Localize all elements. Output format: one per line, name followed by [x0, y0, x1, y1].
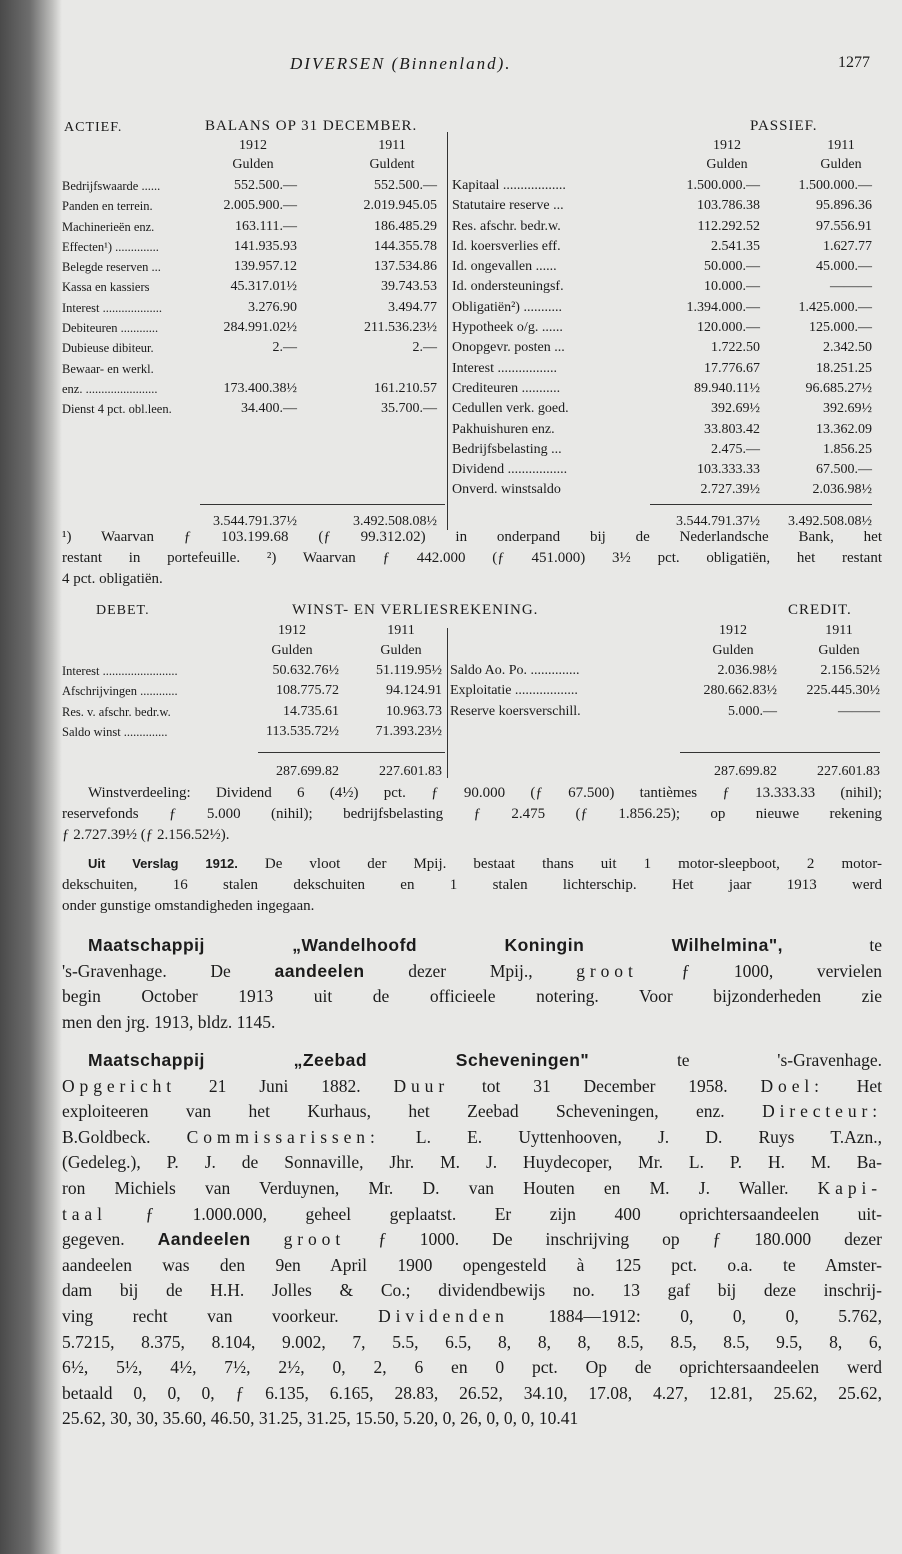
- value-1912: 33.803.42: [704, 421, 760, 437]
- text: te 's-Gravenhage.: [589, 1050, 882, 1070]
- value-1912: 3.276.90: [248, 299, 297, 315]
- item-label: Kassa en kassiers: [62, 280, 150, 295]
- table-row: [62, 176, 437, 196]
- item-label: Panden en terrein.: [62, 199, 153, 214]
- value-1912: 17.776.67: [704, 360, 760, 376]
- table-row: [452, 176, 872, 196]
- text: 6½, 5½, 4½, 7½, 2½, 0, 2, 6 en 0 pct. Op de oprichtersaandeelen werd: [62, 1357, 882, 1378]
- table-row: [62, 399, 437, 419]
- item-label: Interest ........................: [62, 664, 178, 678]
- table-row: [62, 359, 437, 379]
- value-1911: 3.494.77: [388, 299, 437, 315]
- total-rule: [258, 752, 445, 753]
- value-1911: 71.393.23½: [375, 723, 442, 739]
- value-1912: 1.500.000.—: [686, 178, 760, 193]
- spaced-text: Opgericht: [62, 1075, 177, 1096]
- value-1911: 1.425.000.—: [798, 299, 872, 315]
- text-line: [62, 1406, 882, 1432]
- text: 1884—1912: 0, 0, 0, 5.762,: [508, 1305, 882, 1326]
- text: te: [783, 935, 882, 955]
- item-label: Statutaire reserve ...: [452, 198, 564, 214]
- unit-label: Gulden: [820, 157, 862, 172]
- text-line: [62, 804, 882, 825]
- text-line: [62, 1381, 882, 1407]
- item-label: Saldo winst ..............: [62, 724, 168, 739]
- column-divider: [447, 628, 448, 778]
- text: ƒ 1000. De inschrijving op ƒ 180.000 dezer: [345, 1229, 883, 1250]
- actief-table: [62, 176, 437, 420]
- total-1912: 3.544.791.37½: [213, 514, 297, 529]
- actief-caption: ACTIEF.: [64, 120, 123, 135]
- table-row: [452, 460, 872, 480]
- total-1912: 3.544.791.37½: [676, 514, 760, 529]
- table-row: [62, 196, 437, 216]
- value-1912: 1.394.000.—: [686, 299, 760, 315]
- text: betaald 0, 0, 0, ƒ 6.135, 6.165, 28.83, 26.52, 34.10, 17.08, 4.27, 12.81, 25.62, 25.62,: [62, 1382, 882, 1403]
- text-line: [62, 1355, 882, 1381]
- table-row: [62, 702, 442, 722]
- text-line: [62, 896, 882, 917]
- item-label: Bewaar- en werkl.: [62, 361, 154, 376]
- passief-table: [452, 176, 872, 501]
- value-1911: 94.124.91: [386, 683, 442, 699]
- value-1912: 113.535.72½: [266, 723, 339, 739]
- text-line: [62, 1253, 882, 1279]
- value-1911: 225.445.30½: [806, 683, 880, 699]
- value-1911: 211.536.23½: [364, 320, 437, 336]
- unit-label: Gulden: [712, 643, 754, 658]
- unit-label: Gulden: [271, 643, 313, 658]
- table-row: [450, 681, 880, 701]
- text-line: [62, 1176, 882, 1202]
- text: 21 Juni 1882.: [176, 1075, 394, 1096]
- value-1912: 108.775.72: [276, 683, 339, 699]
- table-row: [62, 257, 437, 277]
- value-1911: 45.000.—: [816, 259, 872, 275]
- item-label: Onverd. winstsaldo: [452, 482, 561, 498]
- year-1912: 1912: [239, 138, 267, 153]
- value-1912: [192, 359, 297, 379]
- value-1911: 2.036.98½: [812, 482, 872, 498]
- value-1912: 2.727.39½: [700, 482, 760, 498]
- text-line: [62, 1227, 882, 1253]
- table-row: [452, 217, 872, 237]
- unit-label: Guldent: [369, 157, 415, 172]
- text-line: [62, 527, 882, 548]
- credit-caption: CREDIT.: [788, 602, 852, 618]
- debet-totals: [62, 762, 442, 782]
- value-1912: 89.940.11½: [694, 380, 760, 396]
- item-label: Cedullen verk. goed.: [452, 401, 569, 417]
- item-label: Dubieuse dibiteur.: [62, 341, 154, 356]
- text: men den jrg. 1913, bldz. 1145.: [62, 1011, 276, 1032]
- unit-label: Gulden: [706, 157, 748, 172]
- table-row: [62, 661, 442, 681]
- table-row: [450, 661, 880, 681]
- text-line: [62, 933, 882, 959]
- unit-label: Gulden: [232, 157, 274, 172]
- item-label: Obligatiën²) ...........: [452, 299, 562, 315]
- value-1912: 50.000.—: [704, 259, 760, 275]
- table-row: [62, 681, 442, 701]
- balance-title: BALANS OP 31 DECEMBER.: [205, 118, 418, 134]
- table-row: [452, 480, 872, 500]
- table-row: [62, 298, 437, 318]
- text: ƒ 2.727.39½ (ƒ 2.156.52½).: [62, 827, 230, 843]
- value-1911: 2.019.945.05: [363, 198, 437, 214]
- table-row: [450, 702, 880, 722]
- unit-label: Gulden: [380, 643, 422, 658]
- item-label: Reserve koersverschill.: [450, 703, 581, 719]
- text: ving recht van voorkeur.: [62, 1305, 379, 1326]
- value-1911: 1.627.77: [823, 238, 872, 254]
- value-1911: 39.743.53: [381, 279, 437, 295]
- table-row: [62, 277, 437, 297]
- item-label: Pakhuishuren enz.: [452, 421, 555, 437]
- item-label: Debiteuren ............: [62, 321, 159, 336]
- table-row: [452, 379, 872, 399]
- item-label: Saldo Ao. Po. ..............: [450, 663, 580, 678]
- text: [251, 1229, 284, 1249]
- value-1911: 35.700.—: [381, 401, 437, 417]
- value-1912: 2.—: [272, 340, 297, 356]
- text: dekschuiten, 16 stalen dekschuiten en 1 stalen lichterschip. Het jaar 1913 werd: [62, 877, 882, 893]
- value-1912: 120.000.—: [697, 320, 760, 336]
- text-line: [62, 1048, 882, 1074]
- value-1911: 18.251.25: [816, 360, 872, 376]
- item-label: Exploitatie ..................: [450, 683, 578, 699]
- value-1912: 1.722.50: [711, 340, 760, 356]
- value-1911: ———: [838, 703, 880, 719]
- total-1911: 227.601.83: [379, 764, 442, 779]
- text-line: [62, 853, 882, 875]
- year-1912: 1912: [719, 623, 747, 638]
- table-row: [62, 338, 437, 358]
- debet-caption: DEBET.: [96, 603, 150, 618]
- text-line: [62, 1202, 882, 1228]
- bold-text: Maatschappij „Wandelhoofd Koningin Wilhelmina",: [88, 935, 783, 955]
- unit-label: Gulden: [818, 643, 860, 658]
- spaced-text: Dividenden: [378, 1305, 509, 1326]
- value-1912: 552.500.—: [234, 178, 297, 193]
- table-row: [62, 217, 437, 237]
- credit-table: [450, 661, 880, 722]
- table-row: [452, 399, 872, 419]
- item-label: Belegde reserven ...: [62, 260, 161, 275]
- value-1911: 95.896.36: [816, 198, 872, 214]
- text-line: [62, 1099, 882, 1125]
- text: gegeven.: [62, 1229, 158, 1250]
- item-label: Interest .................: [452, 360, 557, 376]
- text: onder gunstige omstandigheden ingegaan.: [62, 898, 315, 914]
- text-line: [62, 1150, 882, 1176]
- paragraph: [62, 853, 882, 917]
- credit-totals: [450, 762, 880, 782]
- value-1911: 51.119.95½: [376, 663, 442, 678]
- value-1911: 144.355.78: [374, 238, 437, 254]
- value-1911: 2.—: [412, 340, 437, 356]
- value-1912: 2.475.—: [711, 441, 760, 457]
- item-label: Id. koersverlies eff.: [452, 238, 561, 254]
- value-1911: 161.210.57: [374, 380, 437, 396]
- year-1911: 1911: [827, 138, 855, 153]
- text: L. E. Uyttenhooven, J. D. Ruys T.Azn.,: [379, 1126, 882, 1147]
- value-1912: 173.400.38½: [223, 380, 297, 396]
- value-1912: 103.786.38: [697, 198, 760, 214]
- value-1911: 1.500.000.—: [798, 178, 872, 193]
- total-1912: 287.699.82: [714, 764, 777, 779]
- table-row: [62, 379, 437, 399]
- value-1911: 2.156.52½: [820, 663, 880, 678]
- total-1912: 287.699.82: [276, 764, 339, 779]
- value-1912: 34.400.—: [241, 401, 297, 417]
- text: reservefonds ƒ 5.000 (nihil); bedrijfsbelasting ƒ 2.475 (ƒ 1.856.25); op nieuwe rekening: [62, 806, 882, 822]
- page-number: 1277: [838, 54, 870, 71]
- value-1912: 2.036.98½: [717, 663, 777, 678]
- total-rule: [680, 752, 880, 753]
- table-row: [452, 298, 872, 318]
- text: 's-Gravenhage. De: [62, 960, 275, 981]
- spaced-text: Doel:: [760, 1075, 824, 1096]
- paragraph: [62, 933, 882, 1035]
- total-rule: [650, 504, 872, 505]
- text: ron Michiels van Verduynen, Mr. D. van Houten en M. J. Waller.: [62, 1177, 818, 1198]
- table-row: [62, 318, 437, 338]
- text-line: [62, 548, 882, 569]
- text: 25.62, 30, 30, 35.60, 46.50, 31.25, 31.25, 15.50, 5.20, 0, 26, 0, 0, 0, 10.41: [62, 1408, 579, 1429]
- total-1911: 227.601.83: [817, 764, 880, 779]
- value-1911: 552.500.—: [374, 178, 437, 193]
- total-1911: 3.492.508.08½: [353, 514, 437, 529]
- text-line: [62, 875, 882, 896]
- table-row: [452, 440, 872, 460]
- table-row: [62, 237, 437, 257]
- value-1912: 5.000.—: [728, 703, 777, 719]
- item-label: Hypotheek o/g. ......: [452, 320, 563, 336]
- running-header: DIVERSEN (Binnenland).: [290, 54, 512, 73]
- total-rule: [200, 504, 445, 505]
- item-label: Res. v. afschr. bedr.w.: [62, 704, 171, 719]
- value-1911: 392.69½: [823, 401, 872, 417]
- value-1912: 280.662.83½: [703, 683, 777, 699]
- value-1911: 2.342.50: [823, 340, 872, 356]
- year-1911: 1911: [387, 623, 415, 638]
- text-line: [62, 1125, 882, 1151]
- value-1912: 14.735.61: [283, 703, 339, 719]
- spaced-text: taal: [62, 1203, 107, 1224]
- text: restant in portefeuille. ²) Waarvan ƒ 442.000 (ƒ 451.000) 3½ pct. obligatiën, het restant: [62, 550, 882, 566]
- item-label: Onopgevr. posten ...: [452, 340, 565, 356]
- text-line: [62, 959, 882, 985]
- text: tot 31 December 1958.: [449, 1075, 761, 1096]
- value-1911: 67.500.—: [816, 462, 872, 478]
- spaced-text: Directeur:: [762, 1101, 882, 1122]
- spaced-text: groot: [576, 960, 638, 981]
- value-1911: 97.556.91: [816, 218, 872, 234]
- value-1912: 284.991.02½: [223, 320, 297, 336]
- text: aandeelen was den 9en April 1900 opengesteld à 125 pct. o.a. te Amster-: [62, 1254, 882, 1275]
- value-1912: 50.632.76½: [272, 663, 339, 678]
- item-label: Res. afschr. bedr.w.: [452, 218, 561, 234]
- text: De vloot der Mpij. bestaat thans uit 1 motor-sleepboot, 2 motor-: [237, 856, 882, 872]
- paragraph: [62, 783, 882, 846]
- text: Het: [823, 1075, 882, 1096]
- value-1912: 2.541.35: [711, 238, 760, 254]
- table-row: [62, 722, 442, 742]
- text-line: [62, 984, 882, 1010]
- table-row: [452, 237, 872, 257]
- bold-text: Maatschappij „Zeebad Scheveningen": [88, 1050, 590, 1070]
- table-row: [452, 257, 872, 277]
- item-label: Interest ...................: [62, 300, 162, 315]
- table-row: [452, 420, 872, 440]
- text-line: [62, 783, 882, 804]
- text: dezer Mpij.,: [364, 960, 577, 981]
- text-line: [62, 1304, 882, 1330]
- text: ƒ 1.000.000, geheel geplaatst. Er zijn 400 oprichtersaandeelen uit-: [106, 1203, 882, 1224]
- value-1911: ———: [830, 279, 872, 295]
- bold-text: Aandeelen: [157, 1229, 251, 1250]
- value-1912: 10.000.—: [704, 279, 760, 295]
- text: exploiteeren van het Kurhaus, het Zeebad Scheveningen, enz.: [62, 1101, 763, 1122]
- text-line: [62, 1010, 882, 1036]
- column-divider: [447, 132, 448, 530]
- value-1912: 2.005.900.—: [223, 198, 297, 214]
- value-1911: 13.362.09: [816, 421, 872, 437]
- value-1912: 139.957.12: [234, 259, 297, 275]
- value-1911: 96.685.27½: [805, 380, 872, 396]
- item-label: Bedrijfsbelasting ...: [452, 441, 562, 457]
- value-1912: 103.333.33: [697, 462, 760, 478]
- item-label: Id. ongevallen ......: [452, 259, 557, 275]
- item-label: Dividend .................: [452, 462, 568, 478]
- spaced-text: groot: [283, 1229, 346, 1250]
- value-1911: 186.485.29: [374, 218, 437, 234]
- book-binding-shadow: [0, 0, 62, 1554]
- item-label: Id. ondersteuningsf.: [452, 279, 564, 295]
- value-1911: 125.000.—: [809, 320, 872, 336]
- text: ¹) Waarvan ƒ 103.199.68 (ƒ 99.312.02) in onderpand bij de Nederlandsche Bank, het: [62, 529, 882, 545]
- year-1911: 1911: [378, 138, 406, 153]
- paragraph: [62, 527, 882, 590]
- spaced-text: Duur: [393, 1075, 450, 1096]
- item-label: enz. .......................: [62, 381, 158, 396]
- value-1911: 10.963.73: [386, 703, 442, 719]
- table-row: [452, 277, 872, 297]
- text-line: [62, 1330, 882, 1356]
- table-row: [452, 318, 872, 338]
- item-label: Dienst 4 pct. obl.leen.: [62, 402, 172, 417]
- text: 4 pct. obligatiën.: [62, 571, 163, 587]
- total-1911: 3.492.508.08½: [788, 514, 872, 529]
- item-label: Effecten¹) ..............: [62, 239, 159, 254]
- item-label: Crediteuren ...........: [452, 380, 561, 396]
- year-1912: 1912: [713, 138, 741, 153]
- value-1911: 1.856.25: [823, 441, 872, 457]
- value-1912: 45.317.01½: [230, 279, 297, 295]
- text: ƒ 1000, vervielen: [637, 960, 882, 981]
- text: 5.7215, 8.375, 8.104, 9.002, 7, 5.5, 6.5, 8, 8, 8, 8.5, 8.5, 8.5, 9.5, 8, 6,: [62, 1331, 882, 1352]
- text: dam bij de H.H. Jolles & Co.; dividendbewijs no. 13 gaf bij deze inschrij-: [62, 1280, 882, 1301]
- spaced-text: Kapi-: [817, 1177, 882, 1198]
- value-1912: 163.111.—: [235, 218, 297, 234]
- passief-caption: PASSIEF.: [750, 118, 818, 134]
- debet-table: [62, 661, 442, 742]
- text-line: [62, 569, 882, 590]
- bold-text: Uit Verslag 1912.: [88, 856, 238, 871]
- value-1912: 141.935.93: [234, 238, 297, 254]
- text: B.Goldbeck.: [62, 1126, 187, 1147]
- text-line: [62, 1074, 882, 1100]
- spaced-text: Commissarissen:: [186, 1126, 380, 1147]
- table-row: [452, 196, 872, 216]
- item-label: Kapitaal ..................: [452, 178, 566, 193]
- item-label: Machinerieën enz.: [62, 219, 155, 234]
- value-1911: [297, 359, 437, 379]
- table-row: [452, 338, 872, 358]
- item-label: Bedrijfswaarde ......: [62, 179, 161, 193]
- value-1912: 112.292.52: [697, 218, 760, 234]
- value-1912: 392.69½: [711, 401, 760, 417]
- paragraph: [62, 1048, 882, 1432]
- text-line: [62, 1278, 882, 1304]
- text: Winstverdeeling: Dividend 6 (4½) pct. ƒ 90.000 (ƒ 67.500) tantièmes ƒ 13.333.33 (nihil);: [88, 785, 882, 801]
- text: begin October 1913 uit de officieele notering. Voor bijzonderheden zie: [62, 986, 882, 1007]
- winst-title: WINST- EN VERLIESREKENING.: [292, 602, 539, 618]
- value-1911: 137.534.86: [374, 259, 437, 275]
- text: (Gedeleg.), P. J. de Sonnaville, Jhr. M. J. Huydecoper, Mr. L. P. H. M. Ba-: [62, 1152, 882, 1173]
- year-1911: 1911: [825, 623, 853, 638]
- table-row: [452, 359, 872, 379]
- bold-text: aandeelen: [274, 960, 365, 981]
- text-line: [62, 825, 882, 846]
- item-label: Afschrijvingen ............: [62, 684, 178, 699]
- year-1912: 1912: [278, 623, 306, 638]
